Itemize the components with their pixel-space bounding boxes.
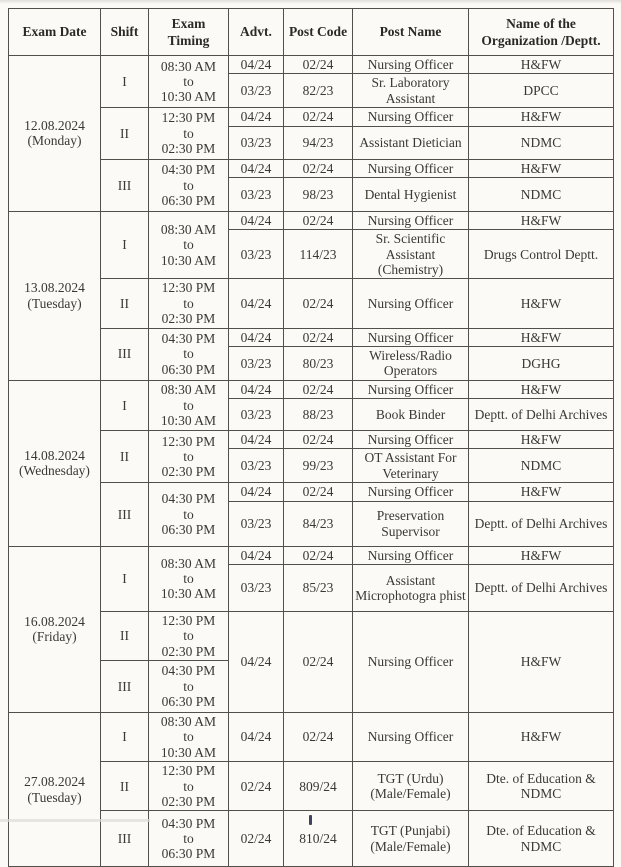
scan-artifact-top-streak	[0, 0, 621, 4]
cell-advt-no: 03/23	[229, 564, 284, 611]
timing-start: 08:30 AM	[160, 222, 217, 238]
cell-exam-timing	[149, 713, 229, 762]
timing-end: 06:30 PM	[161, 522, 216, 537]
cell-post-name: Sr. Scientific Assistant (Chemistry)	[353, 230, 469, 279]
cell-post-name: Nursing Officer	[353, 431, 469, 449]
cell-post-code: 02/24	[284, 108, 353, 126]
exam-day: (Tuesday)	[27, 789, 82, 805]
cell-organization: H&FW	[469, 279, 614, 328]
cell-post-name: Nursing Officer	[353, 483, 469, 501]
cell-shift: II	[101, 279, 149, 328]
timing-end: 10:30 AM	[160, 586, 217, 602]
cell-advt-no: 03/23	[229, 399, 284, 431]
cell-post-code: 02/24	[284, 611, 353, 712]
timing-start: 04:30 PM	[161, 331, 216, 346]
cell-organization: H&FW	[469, 56, 614, 74]
cell-post-code: 99/23	[284, 449, 353, 483]
cell-post-name: Nursing Officer	[353, 380, 469, 398]
cell-advt-no: 03/23	[229, 501, 284, 546]
cell-organization: NDMC	[469, 126, 614, 159]
timing-start: 08:30 AM	[160, 382, 217, 398]
cell-organization: H&FW	[469, 546, 614, 564]
timing-end: 02:30 PM	[161, 464, 216, 480]
cell-exam-date	[9, 713, 101, 867]
cell-shift: I	[101, 56, 149, 108]
cell-organization: Dte. of Education & NDMC	[469, 762, 614, 811]
cell-post-name: Book Binder	[353, 399, 469, 431]
timing-end: 06:30 PM	[161, 361, 216, 377]
cell-advt-no: 04/24	[229, 431, 284, 449]
cell-advt-no: 02/24	[229, 811, 284, 867]
cell-organization: H&FW	[469, 108, 614, 126]
timing-to: to	[183, 448, 194, 464]
cell-exam-timing	[149, 211, 229, 279]
cell-advt-no: 04/24	[229, 56, 284, 74]
cell-shift: III	[101, 483, 149, 546]
cell-post-code: 02/24	[284, 328, 353, 346]
cell-post-code: 80/23	[284, 346, 353, 380]
cell-organization: H&FW	[469, 431, 614, 449]
timing-end: 02:30 PM	[161, 793, 216, 809]
timing-end: 10:30 AM	[160, 744, 217, 760]
timing-start: 08:30 AM	[160, 714, 217, 729]
cell-organization: DGHG	[469, 346, 614, 380]
exam-day: (Wednesday)	[19, 463, 90, 479]
cell-post-name: TGT (Punjabi) (Male/Female)	[353, 811, 469, 867]
cell-advt-no: 02/24	[229, 762, 284, 811]
timing-to: to	[183, 397, 194, 413]
cell-shift: II	[101, 762, 149, 811]
cell-organization: H&FW	[469, 211, 614, 229]
table-row	[9, 713, 614, 762]
cell-shift: III	[101, 159, 149, 211]
cell-exam-timing	[149, 108, 229, 159]
cell-post-code: 94/23	[284, 126, 353, 159]
cell-post-name: Dental Hygienist	[353, 177, 469, 211]
cell-exam-date	[9, 380, 101, 546]
cell-shift: II	[101, 611, 149, 660]
timing-end: 10:30 AM	[160, 252, 217, 268]
cell-exam-timing	[149, 279, 229, 328]
cell-advt-no: 04/24	[229, 380, 284, 398]
cell-advt-no: 03/23	[229, 449, 284, 483]
cell-organization: H&FW	[469, 611, 614, 712]
timing-start: 12:30 PM	[161, 612, 216, 628]
timing-to: to	[183, 237, 194, 253]
cell-shift: I	[101, 380, 149, 430]
cell-organization: Deptt. of Delhi Archives	[469, 501, 614, 546]
col-header-post-name: Post Name	[353, 9, 469, 56]
cell-post-code: 02/24	[284, 56, 353, 74]
cell-post-name: Nursing Officer	[353, 328, 469, 346]
cell-exam-timing	[149, 483, 229, 546]
cell-organization: H&FW	[469, 328, 614, 346]
cell-post-name: Nursing Officer	[353, 108, 469, 126]
cell-organization: Dte. of Education & NDMC	[469, 811, 614, 867]
table-row	[9, 546, 614, 564]
cell-organization: H&FW	[469, 483, 614, 501]
cell-exam-date	[9, 546, 101, 713]
timing-start: 12:30 PM	[161, 110, 216, 126]
timing-start: 04:30 PM	[161, 162, 216, 178]
table-row	[9, 56, 614, 74]
timing-to: to	[183, 831, 194, 847]
cell-organization: H&FW	[469, 380, 614, 398]
cell-post-code: 02/24	[284, 546, 353, 564]
timing-to: to	[183, 628, 194, 644]
cell-post-name: Assistant Dietician	[353, 126, 469, 159]
cell-post-name: Preservation Supervisor	[353, 501, 469, 546]
col-header-exam-date: Exam Date	[9, 9, 101, 56]
cell-shift: II	[101, 108, 149, 159]
cell-post-code: 02/24	[284, 279, 353, 328]
cell-advt-no: 04/24	[229, 159, 284, 177]
cell-post-code: 02/24	[284, 431, 353, 449]
scan-artifact-bottom-streak	[0, 819, 150, 822]
cell-shift: III	[101, 328, 149, 380]
cell-post-code: 810/24	[284, 811, 353, 867]
scan-artifact-center-tick	[309, 815, 312, 825]
cell-exam-timing	[149, 546, 229, 611]
exam-date: 16.08.2024	[24, 613, 85, 629]
exam-date: 13.08.2024	[24, 280, 85, 296]
cell-exam-timing	[149, 56, 229, 108]
timing-end: 06:30 PM	[161, 846, 216, 862]
cell-post-name: Assistant Microphotogra phist	[353, 564, 469, 611]
cell-post-name: OT Assistant For Veterinary	[353, 449, 469, 483]
cell-post-name: Nursing Officer	[353, 279, 469, 328]
cell-post-name: Wireless/Radio Operators	[353, 346, 469, 380]
cell-exam-timing	[149, 811, 229, 867]
table-row	[9, 380, 614, 398]
cell-post-code: 02/24	[284, 211, 353, 229]
cell-organization: NDMC	[469, 177, 614, 211]
cell-advt-no: 04/24	[229, 279, 284, 328]
timing-end: 02:30 PM	[161, 643, 216, 659]
exam-date: 14.08.2024	[24, 447, 85, 463]
cell-advt-no: 03/23	[229, 230, 284, 279]
cell-post-code: 84/23	[284, 501, 353, 546]
timing-to: to	[183, 678, 194, 694]
timing-to: to	[183, 346, 194, 362]
timing-end: 06:30 PM	[161, 694, 216, 710]
cell-advt-no: 04/24	[229, 108, 284, 126]
cell-post-code: 02/24	[284, 159, 353, 177]
cell-organization: Deptt. of Delhi Archives	[469, 399, 614, 431]
cell-post-name: TGT (Urdu) (Male/Female)	[353, 762, 469, 811]
cell-post-code: 98/23	[284, 177, 353, 211]
cell-shift: I	[101, 713, 149, 762]
cell-post-name: Nursing Officer	[353, 713, 469, 762]
cell-post-name: Nursing Officer	[353, 211, 469, 229]
cell-exam-timing	[149, 762, 229, 811]
col-header-shift: Shift	[101, 9, 149, 56]
cell-organization: Drugs Control Deptt.	[469, 230, 614, 279]
cell-advt-no: 04/24	[229, 546, 284, 564]
cell-post-code: 85/23	[284, 564, 353, 611]
timing-to: to	[183, 506, 194, 522]
table-header-row	[9, 9, 614, 56]
cell-advt-no: 03/23	[229, 177, 284, 211]
exam-schedule-table	[8, 8, 614, 867]
cell-organization: DPCC	[469, 74, 614, 108]
cell-shift: I	[101, 546, 149, 611]
exam-date: 12.08.2024	[24, 118, 85, 134]
col-header-post-code: Post Code	[284, 9, 353, 56]
col-header-advt: Advt.	[229, 9, 284, 56]
timing-end: 06:30 PM	[161, 192, 216, 208]
timing-to: to	[183, 177, 194, 193]
cell-post-name: Nursing Officer	[353, 546, 469, 564]
col-header-organization: Name of the Organization /Deptt.	[469, 9, 614, 56]
cell-advt-no: 04/24	[229, 483, 284, 501]
cell-post-code: 809/24	[284, 762, 353, 811]
cell-shift: III	[101, 661, 149, 713]
cell-exam-timing	[149, 380, 229, 430]
cell-exam-date	[9, 211, 101, 380]
cell-shift: III	[101, 811, 149, 867]
exam-day: (Friday)	[32, 629, 77, 645]
timing-start: 12:30 PM	[161, 433, 216, 449]
timing-start: 12:30 PM	[161, 280, 216, 296]
cell-exam-timing	[149, 661, 229, 713]
col-header-exam-timing: Exam Timing	[149, 9, 229, 56]
cell-post-code: 02/24	[284, 483, 353, 501]
timing-end: 02:30 PM	[161, 311, 216, 327]
cell-exam-date	[9, 56, 101, 212]
cell-organization: NDMC	[469, 449, 614, 483]
timing-to: to	[183, 125, 194, 141]
cell-advt-no: 04/24	[229, 611, 284, 712]
cell-post-code: 82/23	[284, 74, 353, 108]
cell-exam-timing	[149, 328, 229, 380]
exam-day: (Tuesday)	[27, 295, 82, 311]
cell-advt-no: 04/24	[229, 713, 284, 762]
timing-start: 08:30 AM	[160, 555, 217, 571]
cell-organization: H&FW	[469, 159, 614, 177]
timing-end: 10:30 AM	[160, 89, 217, 105]
exam-day: (Monday)	[27, 133, 82, 149]
cell-organization: H&FW	[469, 713, 614, 762]
cell-post-code: 114/23	[284, 230, 353, 279]
cell-exam-timing	[149, 611, 229, 660]
timing-start: 04:30 PM	[161, 663, 216, 679]
cell-advt-no: 03/23	[229, 74, 284, 108]
cell-advt-no: 03/23	[229, 346, 284, 380]
cell-shift: II	[101, 431, 149, 483]
timing-to: to	[183, 571, 194, 586]
timing-to: to	[183, 73, 194, 89]
table-row	[9, 211, 614, 229]
timing-start: 12:30 PM	[161, 763, 216, 779]
timing-to: to	[183, 729, 194, 745]
timing-to: to	[183, 778, 194, 794]
cell-post-code: 02/24	[284, 713, 353, 762]
timing-to: to	[183, 295, 194, 311]
cell-post-name: Nursing Officer	[353, 159, 469, 177]
timing-start: 04:30 PM	[161, 815, 216, 831]
timing-end: 10:30 AM	[160, 413, 217, 428]
cell-exam-timing	[149, 159, 229, 211]
cell-exam-timing	[149, 431, 229, 483]
cell-post-name: Nursing Officer	[353, 611, 469, 712]
exam-date: 27.08.2024	[24, 774, 85, 790]
timing-start: 08:30 AM	[160, 58, 217, 74]
timing-end: 02:30 PM	[161, 141, 216, 156]
cell-advt-no: 04/24	[229, 328, 284, 346]
cell-shift: I	[101, 211, 149, 279]
cell-post-code: 02/24	[284, 380, 353, 398]
cell-post-code: 88/23	[284, 399, 353, 431]
cell-advt-no: 03/23	[229, 126, 284, 159]
cell-post-name: Sr. Laboratory Assistant	[353, 74, 469, 108]
cell-advt-no: 04/24	[229, 211, 284, 229]
cell-organization: Deptt. of Delhi Archives	[469, 564, 614, 611]
timing-start: 04:30 PM	[161, 491, 216, 507]
cell-post-name: Nursing Officer	[353, 56, 469, 74]
